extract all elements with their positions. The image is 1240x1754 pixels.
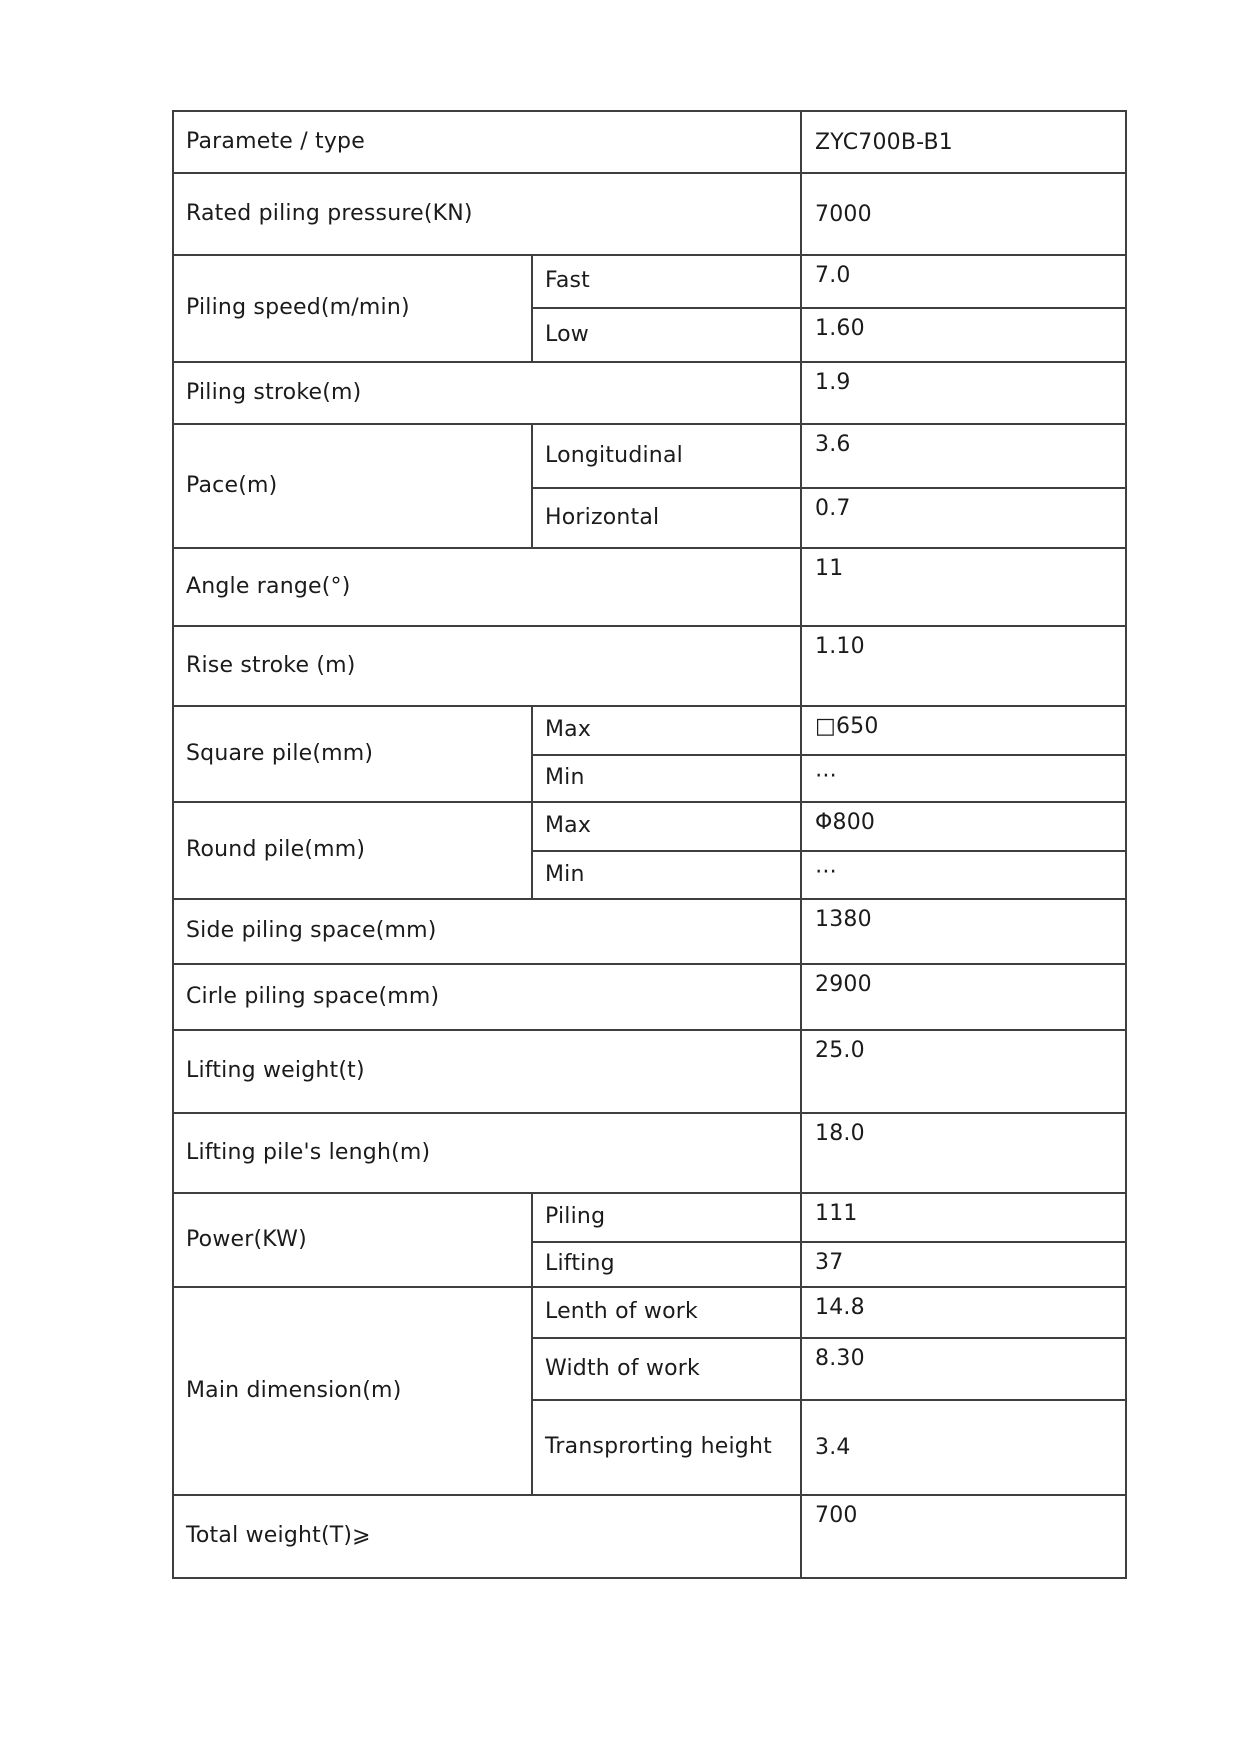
table-row [173, 362, 1126, 424]
sub-label-cell: Transprorting height [532, 1400, 801, 1495]
sub-label-cell: Horizontal [532, 488, 801, 548]
spec-table-body [173, 111, 1126, 1578]
sub-label-cell: Low [532, 308, 801, 362]
table-row [173, 1495, 1126, 1578]
value-cell: ⋯ [801, 851, 1126, 899]
table-row [173, 255, 1126, 308]
sub-label-cell: Lifting [532, 1242, 801, 1287]
value-cell: 37 [801, 1242, 1126, 1287]
param-label-cell: Cirle piling space(mm) [173, 964, 801, 1030]
value-cell: ZYC700B-B1 [801, 111, 1126, 173]
param-label-cell: Lifting weight(t) [173, 1030, 801, 1113]
table-row [173, 626, 1126, 706]
table-row [173, 706, 1126, 755]
sub-label-cell: Lenth of work [532, 1287, 801, 1338]
value-cell: 14.8 [801, 1287, 1126, 1338]
sub-label-cell: Piling [532, 1193, 801, 1242]
value-cell: 3.6 [801, 424, 1126, 488]
sub-label-cell: Width of work [532, 1338, 801, 1400]
param-label-cell: Round pile(mm) [173, 802, 532, 899]
value-cell: 8.30 [801, 1338, 1126, 1400]
value-cell: 11 [801, 548, 1126, 626]
param-label-cell: Rated piling pressure(KN) [173, 173, 801, 255]
spec-table [172, 110, 1127, 1579]
table-row [173, 1113, 1126, 1193]
value-cell: 1380 [801, 899, 1126, 964]
table-row [173, 1193, 1126, 1242]
sub-label-cell: Fast [532, 255, 801, 308]
value-cell: 111 [801, 1193, 1126, 1242]
value-cell: 7000 [801, 173, 1126, 255]
table-row [173, 1287, 1126, 1338]
param-label-cell: Total weight(T)⩾ [173, 1495, 801, 1578]
param-label-cell: Side piling space(mm) [173, 899, 801, 964]
table-row [173, 424, 1126, 488]
table-row [173, 964, 1126, 1030]
value-cell: 2900 [801, 964, 1126, 1030]
value-cell: 1.9 [801, 362, 1126, 424]
table-row [173, 548, 1126, 626]
param-label-cell: Rise stroke (m) [173, 626, 801, 706]
value-cell: 3.4 [801, 1400, 1126, 1495]
sub-label-cell: Min [532, 851, 801, 899]
param-label-cell: Power(KW) [173, 1193, 532, 1287]
param-label-cell: Piling stroke(m) [173, 362, 801, 424]
value-cell: 18.0 [801, 1113, 1126, 1193]
value-cell: 0.7 [801, 488, 1126, 548]
sub-label-cell: Max [532, 802, 801, 851]
table-row [173, 899, 1126, 964]
value-cell: ⋯ [801, 755, 1126, 802]
table-row [173, 111, 1126, 173]
param-label-cell: Piling speed(m/min) [173, 255, 532, 362]
value-cell: 25.0 [801, 1030, 1126, 1113]
table-row [173, 173, 1126, 255]
param-label-cell: Lifting pile's lengh(m) [173, 1113, 801, 1193]
param-label-cell: Paramete / type [173, 111, 801, 173]
sub-label-cell: Longitudinal [532, 424, 801, 488]
param-label-cell: Pace(m) [173, 424, 532, 548]
table-row [173, 1030, 1126, 1113]
param-label-cell: Angle range(°) [173, 548, 801, 626]
value-cell: 1.60 [801, 308, 1126, 362]
value-cell: Φ800 [801, 802, 1126, 851]
param-label-cell: Square pile(mm) [173, 706, 532, 802]
sub-label-cell: Min [532, 755, 801, 802]
table-row [173, 802, 1126, 851]
value-cell: □650 [801, 706, 1126, 755]
param-label-cell: Main dimension(m) [173, 1287, 532, 1495]
value-cell: 7.0 [801, 255, 1126, 308]
sub-label-cell: Max [532, 706, 801, 755]
value-cell: 700 [801, 1495, 1126, 1578]
value-cell: 1.10 [801, 626, 1126, 706]
